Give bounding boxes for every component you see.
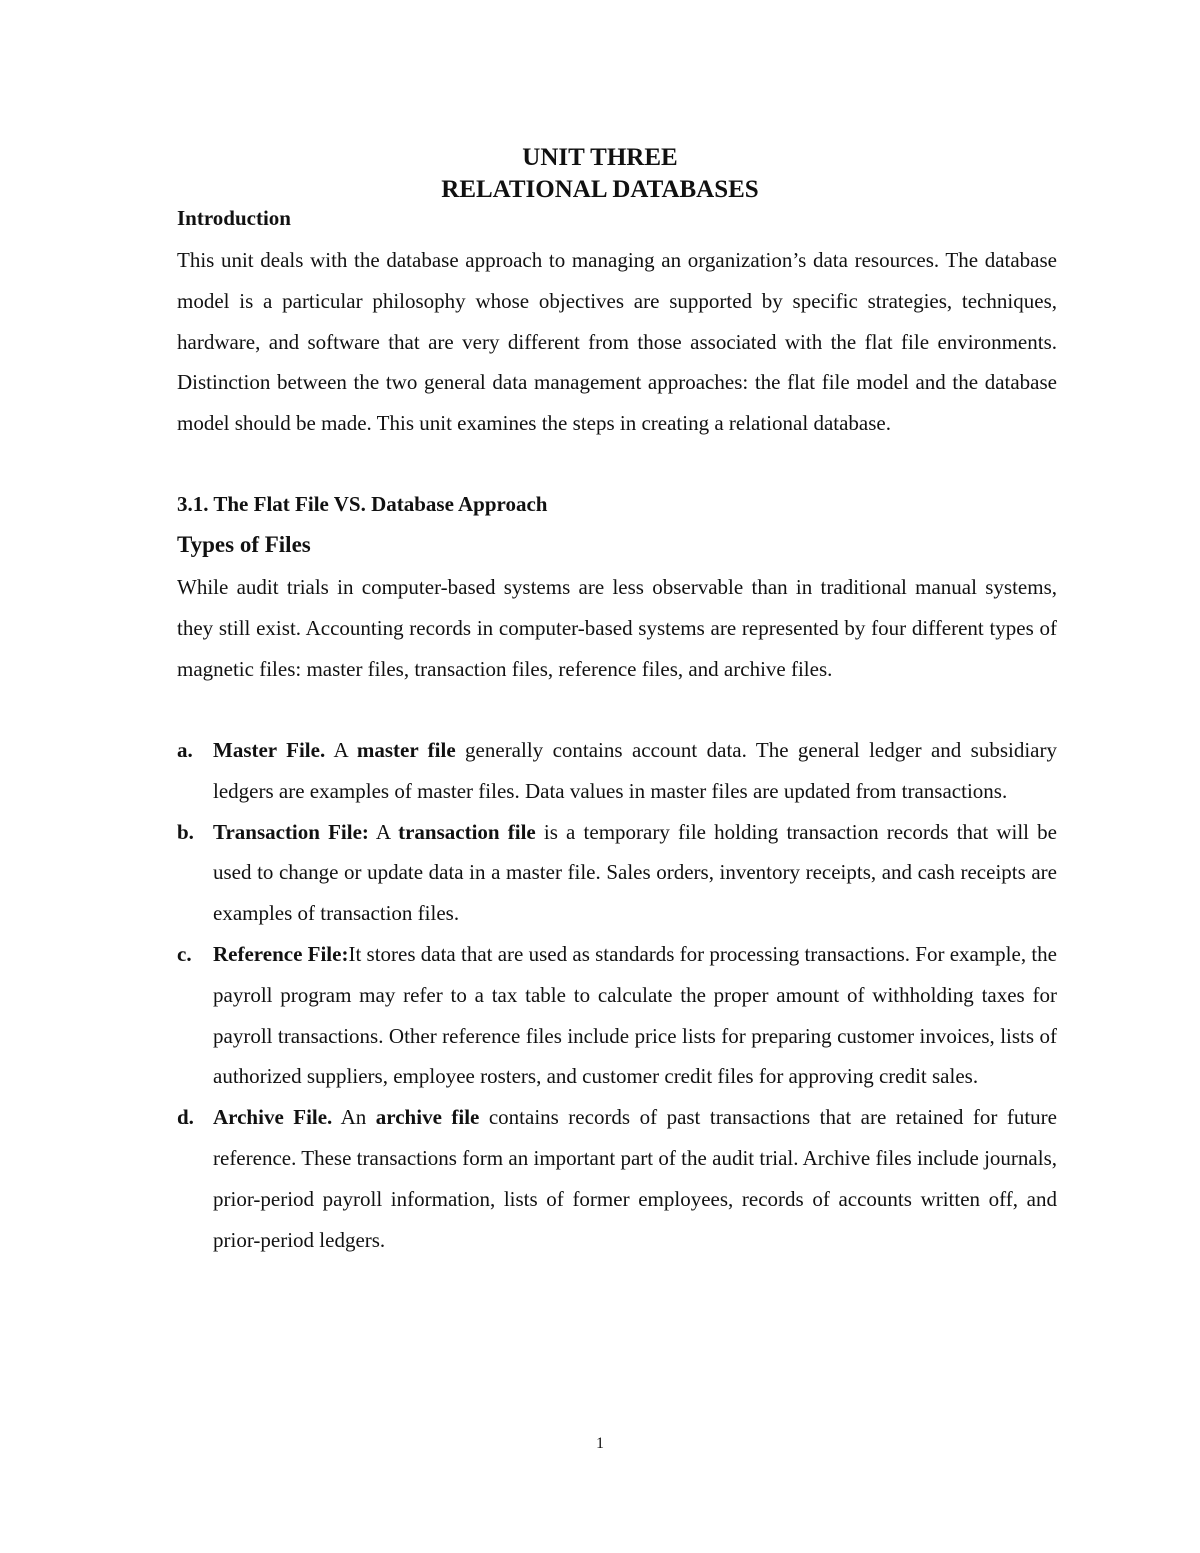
file-type-term: master file [356, 738, 456, 762]
list-marker: a. [177, 738, 193, 762]
file-types-list [177, 730, 1057, 1260]
types-of-files-paragraph: While audit trials in computer-based systems are less observable than in traditional manual systems, they still exist. Accounting records in computer-based systems are represented by four different types of magnetic files: master files, transaction files, reference files, and archive files. [177, 575, 1057, 681]
unit-title: UNIT THREE [522, 144, 678, 171]
file-type-term: transaction file [398, 819, 536, 844]
list-marker: d. [177, 1105, 194, 1130]
chapter-title: RELATIONAL DATABASES [441, 176, 759, 203]
file-type-pre: An [332, 1105, 376, 1130]
types-of-files-heading: Types of Files [177, 532, 311, 557]
section-3-1-heading: 3.1. The Flat File VS. Database Approach [177, 492, 548, 516]
list-marker: b. [177, 819, 194, 844]
list-item [177, 812, 1057, 934]
section-3-1 [177, 491, 1057, 517]
introduction-paragraph: This unit deals with the database approach to managing an organization’s data resources. The database model is a particular philosophy whose objectives are supported by specific strategies, techniques, hardware, and software that are very different from those associated with the flat file environments. Distinction between the two general data management approaches: the flat file model and the database model should be made. This unit examines the steps in creating a relational database. [177, 248, 1057, 436]
types-of-files-section-heading [177, 531, 1057, 559]
file-type-term: archive file [375, 1105, 480, 1130]
list-item [177, 934, 1057, 1097]
file-type-label: Master File. [213, 738, 326, 762]
file-type-label: Transaction File: [213, 819, 369, 844]
file-type-text: generally contains account data. The general ledger and subsidiary ledgers are examples of master files. Data values in master files are updated from transactions. [213, 738, 1057, 803]
file-type-pre: A [368, 819, 399, 844]
types-of-files-section [177, 567, 1057, 689]
list-item [177, 730, 1057, 812]
file-type-text: contains records of past transactions that are retained for future reference. These transactions form an important part of the audit trial. Archive files include journals, prior-period payroll information, lists of former employees, records of accounts written off, and prior-period ledgers. [213, 1105, 1057, 1252]
page-number: 1 [596, 1435, 604, 1452]
file-type-text: It stores data that are used as standards for processing transactions. For example, the payroll program may refer to a tax table to calculate the proper amount of withholding taxes for payroll transactions. Other reference files include price lists for preparing customer invoices, lists of authorized suppliers, employee rosters, and customer credit files for approving credit sales. [213, 941, 1057, 1089]
introduction-section [177, 240, 1057, 444]
file-type-label: Reference File: [213, 941, 349, 966]
file-type-pre: A [325, 738, 357, 762]
list-marker: c. [177, 941, 192, 966]
file-type-label: Archive File. [213, 1105, 333, 1130]
list-item [177, 1097, 1057, 1260]
file-type-text: is a temporary file holding transaction records that will be used to change or update data in a master file. Sales orders, inventory receipts, and cash receipts are examples of transaction files. [213, 819, 1057, 926]
introduction-section-heading [177, 205, 1057, 231]
introduction-heading: Introduction [177, 206, 291, 230]
